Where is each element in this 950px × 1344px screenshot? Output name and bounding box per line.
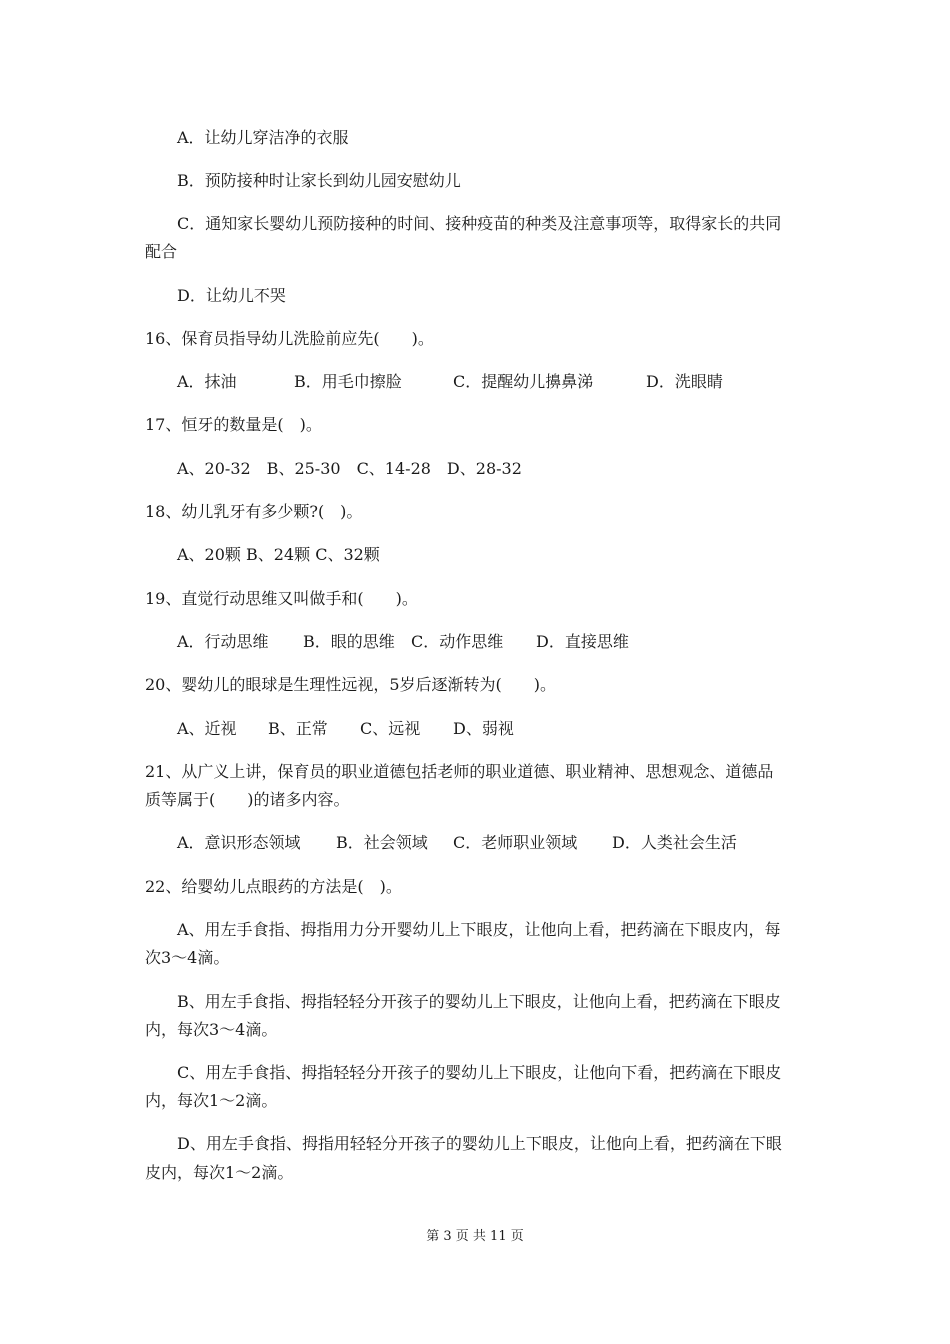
- page-footer: 第 3 页 共 11 页: [426, 1229, 524, 1244]
- q21-option-a: A．意识形态领域: [177, 833, 301, 852]
- q16-option-d: D．洗眼睛: [646, 372, 723, 391]
- q22-option-a-line1: A、用左手食指、拇指用力分开婴幼儿上下眼皮，让他向上看，把药滴在下眼皮内，每: [177, 920, 781, 939]
- q21-option-b: B．社会领域: [336, 833, 428, 852]
- q22-option-b-line2: 内，每次3～4滴。: [145, 1020, 278, 1039]
- q20-stem: 20、婴幼儿的眼球是生理性远视，5岁后逐渐转为( )。: [145, 675, 557, 694]
- q20-option-a: A、近视: [177, 719, 237, 738]
- q21-options: [177, 833, 810, 853]
- q20-option-d: D、弱视: [453, 719, 514, 738]
- q15-option-c-line2: 配合: [145, 242, 178, 261]
- q18-stem: 18、幼儿乳牙有多少颗?( )。: [145, 502, 363, 521]
- q21-option-d: D．人类社会生活: [612, 833, 737, 852]
- q22-option-a-line2: 次3～4滴。: [145, 948, 230, 967]
- q22-option-d-line2: 皮内，每次1～2滴。: [145, 1163, 294, 1182]
- q19-option-d: D．直接思维: [536, 632, 629, 651]
- q18-options: A、20颗 B、24颗 C、32颗: [177, 545, 380, 564]
- q20-options: [177, 719, 810, 739]
- q16-option-a: A．抹油: [177, 372, 237, 391]
- q19-stem: 19、直觉行动思维又叫做手和( )。: [145, 589, 418, 608]
- q22-stem: 22、给婴幼儿点眼药的方法是( )。: [145, 877, 402, 896]
- q21-option-c: C．老师职业领域: [453, 833, 578, 852]
- q20-option-c: C、远视: [360, 719, 421, 738]
- q20-option-b: B、正常: [268, 719, 328, 738]
- q19-option-b: B．眼的思维: [303, 632, 395, 651]
- q15-option-b: B．预防接种时让家长到幼儿园安慰幼儿: [177, 171, 461, 190]
- q17-stem: 17、恒牙的数量是( )。: [145, 415, 322, 434]
- q16-stem: 16、保育员指导幼儿洗脸前应先( )。: [145, 329, 434, 348]
- q19-options: [177, 632, 810, 652]
- q22-option-d-line1: D、用左手食指、拇指用轻轻分开孩子的婴幼儿上下眼皮，让他向上看，把药滴在下眼: [177, 1134, 782, 1153]
- q17-options: A、20-32 B、25-30 C、14-28 D、28-32: [177, 459, 522, 478]
- q19-option-a: A．行动思维: [177, 632, 269, 651]
- q22-option-c-line1: C、用左手食指、拇指轻轻分开孩子的婴幼儿上下眼皮，让他向下看，把药滴在下眼皮: [177, 1063, 782, 1082]
- q16-options: [177, 372, 810, 392]
- q22-option-c-line2: 内，每次1～2滴。: [145, 1091, 278, 1110]
- q21-stem-line2: 质等属于( )的诸多内容。: [145, 790, 350, 809]
- q21-stem-line1: 21、从广义上讲，保育员的职业道德包括老师的职业道德、职业精神、思想观念、道德品: [145, 762, 774, 781]
- q15-option-a: A．让幼儿穿洁净的衣服: [177, 128, 349, 147]
- q15-option-c-line1: C．通知家长婴幼儿预防接种的时间、接种疫苗的种类及注意事项等，取得家长的共同: [177, 214, 782, 233]
- q22-option-b-line1: B、用左手食指、拇指轻轻分开孩子的婴幼儿上下眼皮，让他向上看，把药滴在下眼皮: [177, 992, 781, 1011]
- q16-option-b: B．用毛巾擦脸: [294, 372, 402, 391]
- q16-option-c: C．提醒幼儿擤鼻涕: [453, 372, 594, 391]
- q15-option-d: D．让幼儿不哭: [177, 286, 286, 305]
- q19-option-c: C．动作思维: [411, 632, 504, 651]
